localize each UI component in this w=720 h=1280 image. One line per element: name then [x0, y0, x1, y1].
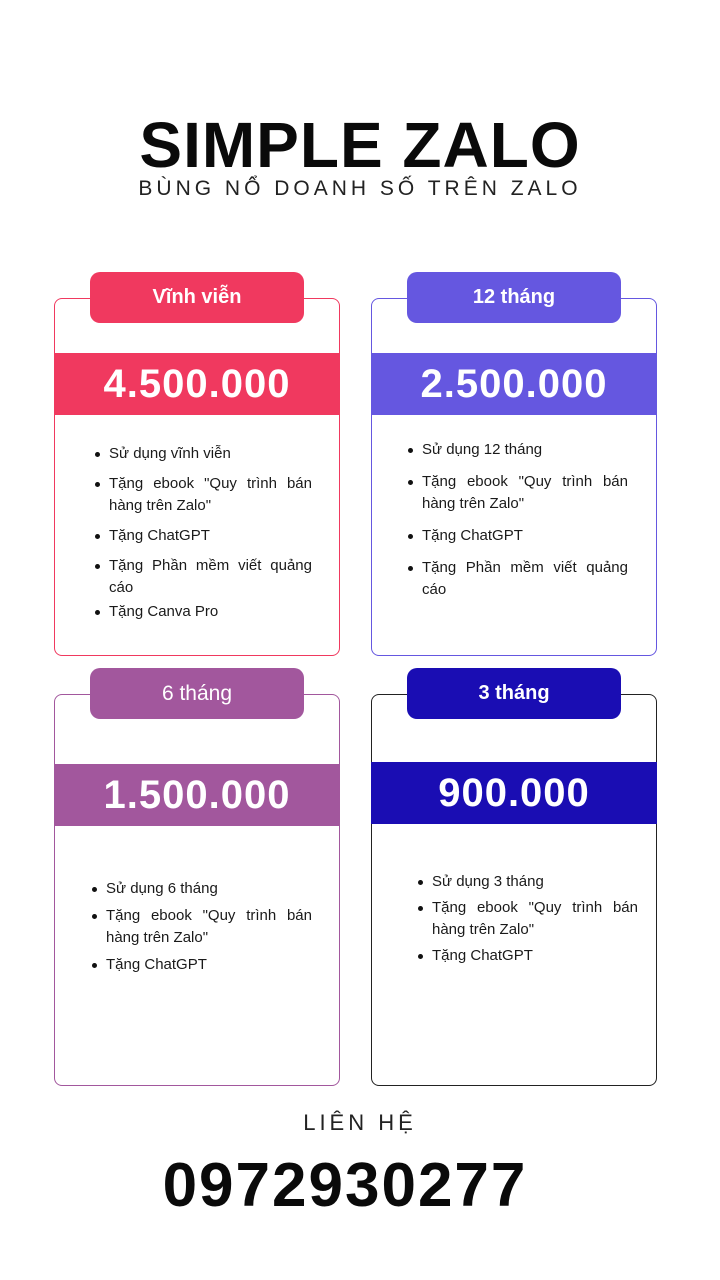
feature-item: Tặng ebook "Quy trình bán hàng trên Zalo": [92, 905, 312, 949]
plan-features-12-months: [408, 439, 628, 609]
feature-item: Tặng ebook "Quy trình bán hàng trên Zalo": [408, 471, 628, 515]
feature-item: Tặng Phần mềm viết quảng cáo: [95, 555, 312, 599]
feature-item: Sử dụng vĩnh viễn: [95, 443, 312, 465]
feature-item: Tặng ChatGPT: [408, 525, 628, 547]
feature-item: Sử dụng 6 tháng: [92, 878, 312, 900]
plan-tag-6-months: 6 tháng: [90, 668, 304, 719]
plan-features-3-months: [418, 871, 638, 975]
feature-item: Tặng Phần mềm viết quảng cáo: [408, 557, 628, 601]
feature-item: Sử dụng 12 tháng: [408, 439, 628, 461]
contact-phone[interactable]: 0972930277: [162, 1151, 528, 1220]
feature-item: Tặng ChatGPT: [92, 954, 312, 976]
plan-tag-lifetime: Vĩnh viễn: [90, 272, 304, 323]
feature-item: Sử dụng 3 tháng: [418, 871, 638, 893]
page-title: SIMPLE ZALO: [139, 109, 581, 181]
plan-features-lifetime: [95, 443, 312, 631]
plan-features-6-months: [92, 878, 312, 984]
feature-item: Tặng ebook "Quy trình bán hàng trên Zalo": [418, 897, 638, 941]
contact-label: LIÊN HỆ: [303, 1110, 417, 1135]
feature-item: Tặng ebook "Quy trình bán hàng trên Zalo": [95, 473, 312, 517]
plan-price-lifetime: 4.500.000: [54, 353, 340, 415]
plan-price-3-months: 900.000: [371, 762, 657, 824]
plan-price-12-months: 2.500.000: [371, 353, 657, 415]
plan-tag-3-months: 3 tháng: [407, 668, 621, 719]
feature-item: Tặng ChatGPT: [418, 945, 638, 967]
plan-tag-12-months: 12 tháng: [407, 272, 621, 323]
feature-item: Tặng ChatGPT: [95, 525, 312, 547]
page-subtitle: BÙNG NỔ DOANH SỐ TRÊN ZALO: [138, 177, 582, 200]
plan-price-6-months: 1.500.000: [54, 764, 340, 826]
feature-item: Tặng Canva Pro: [95, 601, 312, 623]
